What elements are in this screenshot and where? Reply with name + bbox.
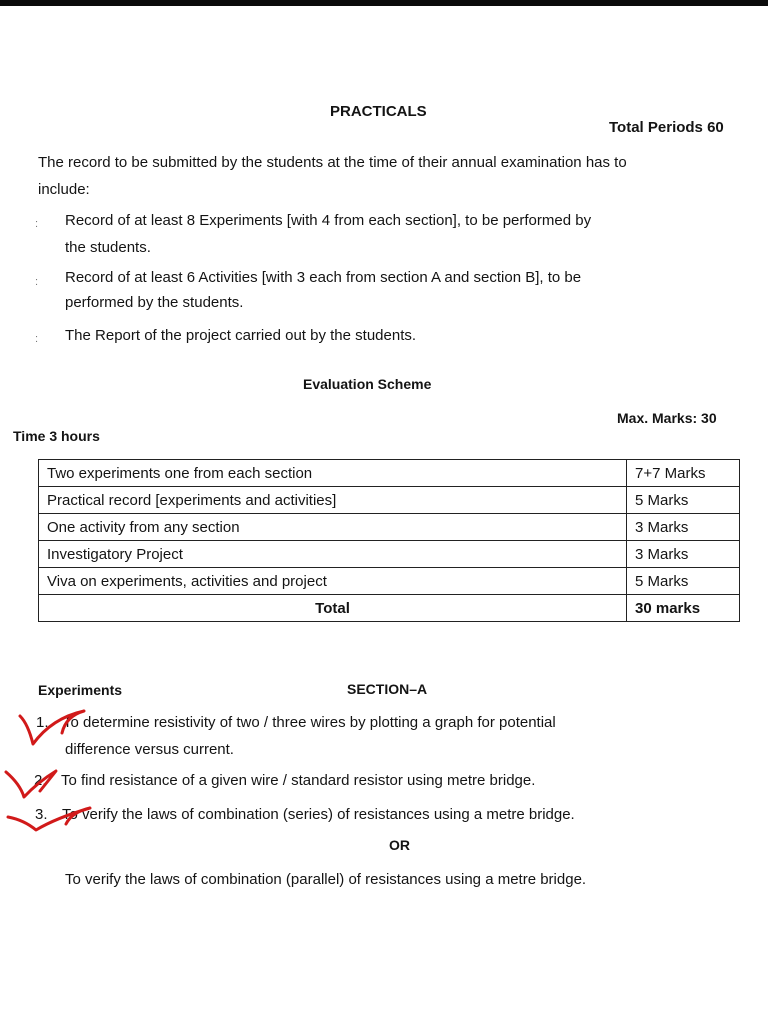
intro-line-2: include: [38,181,90,198]
list-marker: : [35,333,39,345]
experiments-label: Experiments [38,682,123,698]
row-item: One activity from any section [39,514,627,541]
row-item: Practical record [experiments and activities] [39,487,627,514]
table-row [39,487,740,514]
evaluation-table [38,459,740,622]
record-item-2-line-1: Record of at least 6 Activities [with 3 each from section A and section B], to be [65,269,582,286]
experiment-1-line-1: To determine resistivity of two / three wires by plotting a graph for potential [63,714,556,731]
table-row [39,514,740,541]
page-title: PRACTICALS [330,103,427,120]
row-marks: 3 Marks [627,541,740,568]
alternate-experiment: To verify the laws of combination (parallel) of resistances using a metre bridge. [65,871,587,888]
or-separator: OR [389,837,410,853]
table-total-row [39,595,740,622]
table-row [39,568,740,595]
time-duration: Time 3 hours [13,428,100,444]
total-marks: 30 marks [627,595,740,622]
row-marks: 5 Marks [627,487,740,514]
max-marks: Max. Marks: 30 [617,410,717,426]
evaluation-heading: Evaluation Scheme [303,376,432,392]
intro-line-1: The record to be submitted by the students at the time of their annual examination has to [38,154,627,171]
check-mark-icon [6,771,56,797]
experiment-1-line-2: difference versus current. [65,741,234,758]
experiment-3-line-1: To verify the laws of combination (series) of resistances using a metre bridge. [62,806,575,823]
row-marks: 5 Marks [627,568,740,595]
row-item: Two experiments one from each section [39,460,627,487]
table-row [39,460,740,487]
experiment-number: 3. [35,806,48,823]
row-marks: 7+7 Marks [627,460,740,487]
experiment-number: 1. [36,714,49,731]
record-item-1-line-1: Record of at least 8 Experiments [with 4 from each section], to be performed by [65,212,592,229]
list-marker: : [35,276,39,288]
total-periods: Total Periods 60 [609,119,724,136]
table-row [39,541,740,568]
section-heading: SECTION–A [347,681,428,697]
total-label: Total [39,595,627,622]
experiment-2-line-1: To find resistance of a given wire / standard resistor using metre bridge. [61,772,536,789]
record-item-1-line-2: the students. [65,239,151,256]
row-marks: 3 Marks [627,514,740,541]
record-item-3-line-1: The Report of the project carried out by the students. [65,327,417,344]
list-marker: : [35,218,39,230]
row-item: Viva on experiments, activities and project [39,568,627,595]
record-item-2-line-2: performed by the students. [65,294,244,311]
top-edge-bar [0,0,768,6]
experiment-number: 2. [34,772,47,789]
row-item: Investigatory Project [39,541,627,568]
